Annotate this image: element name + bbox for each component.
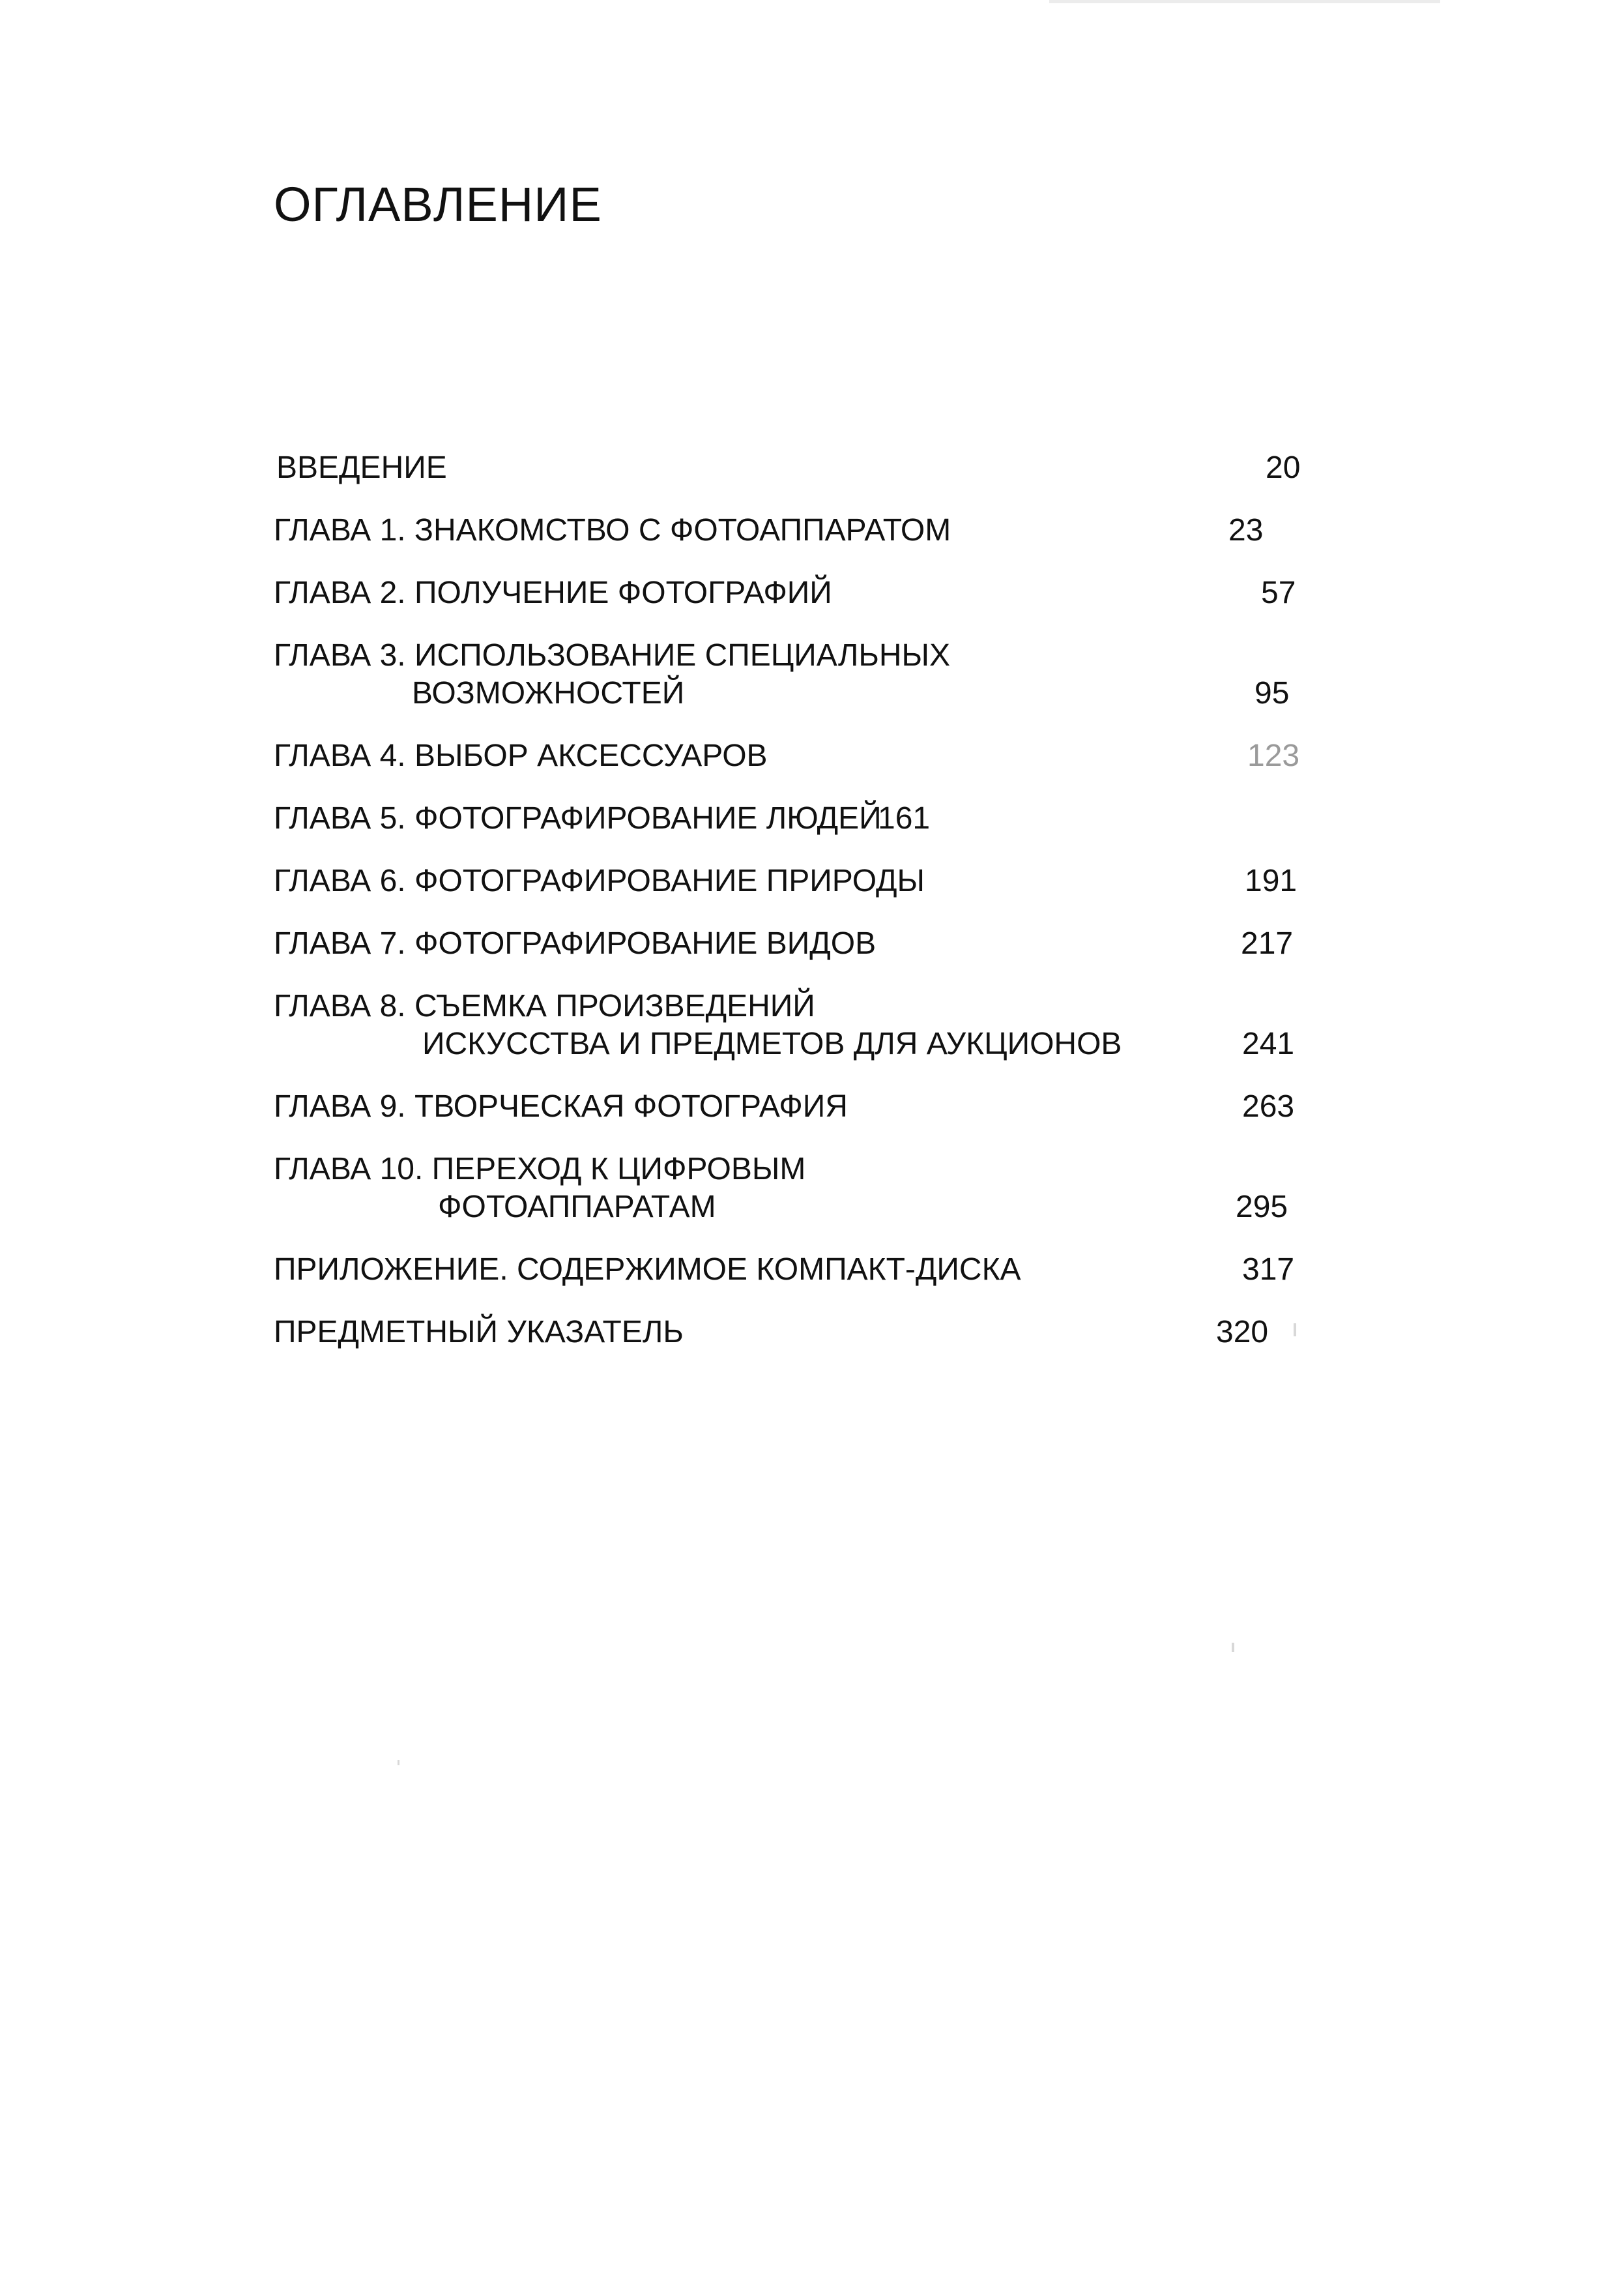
scan-speck (1294, 1323, 1296, 1336)
toc-entry-chapter-1: ГЛАВА 1. ЗНАКОМСТВО С ФОТОАППАРАТОМ (274, 513, 951, 548)
toc-entry-chapter-4: ГЛАВА 4. ВЫБОР АКСЕССУАРОВ (274, 739, 768, 773)
toc-entry-chapter-7: ГЛАВА 7. ФОТОГРАФИРОВАНИЕ ВИДОВ (274, 926, 877, 961)
toc-page-number: 20 (1266, 450, 1301, 485)
page-title: ОГЛАВЛЕНИЕ (274, 177, 602, 231)
toc-page-number: 217 (1241, 926, 1294, 961)
toc-page-number: 241 (1242, 1027, 1295, 1061)
toc-entry-introduction: ВВЕДЕНИЕ (276, 450, 447, 485)
scan-speck (1232, 1643, 1234, 1652)
toc-entry-chapter-8-line-1: ГЛАВА 8. СЪЕМКА ПРОИЗВЕДЕНИЙ (274, 989, 815, 1023)
scan-speck (398, 1760, 399, 1765)
toc-entry-chapter-2: ГЛАВА 2. ПОЛУЧЕНИЕ ФОТОГРАФИЙ (274, 576, 832, 610)
toc-entry-chapter-3-line-2: ВОЗМОЖНОСТЕЙ (412, 676, 685, 711)
toc-page-number: 95 (1254, 676, 1290, 711)
toc-page-number: 263 (1242, 1089, 1295, 1124)
toc-page-number: 191 (1245, 864, 1298, 898)
toc-page-number: 320 (1216, 1315, 1269, 1349)
toc-entry-chapter-10-line-2: ФОТОАППАРАТАМ (438, 1190, 716, 1224)
toc-entry-chapter-6: ГЛАВА 6. ФОТОГРАФИРОВАНИЕ ПРИРОДЫ (274, 864, 925, 898)
toc-page-number: 295 (1236, 1190, 1288, 1224)
toc-page-number: 317 (1242, 1252, 1295, 1287)
toc-entry-chapter-9: ГЛАВА 9. ТВОРЧЕСКАЯ ФОТОГРАФИЯ (274, 1089, 848, 1124)
toc-entry-index: ПРЕДМЕТНЫЙ УКАЗАТЕЛЬ (274, 1315, 684, 1349)
toc-page-number: 123 (1247, 739, 1300, 773)
toc-entry-chapter-3-line-1: ГЛАВА 3. ИСПОЛЬЗОВАНИЕ СПЕЦИАЛЬНЫХ (274, 638, 951, 673)
scan-edge-line (1049, 0, 1440, 3)
toc-page-number: 161 (878, 801, 931, 836)
toc-entry-chapter-5: ГЛАВА 5. ФОТОГРАФИРОВАНИЕ ЛЮДЕЙ (274, 801, 882, 836)
toc-entry-chapter-10-line-1: ГЛАВА 10. ПЕРЕХОД К ЦИФРОВЫМ (274, 1152, 806, 1186)
toc-entry-chapter-8-line-2: ИСКУССТВА И ПРЕДМЕТОВ ДЛЯ АУКЦИОНОВ (422, 1027, 1122, 1061)
toc-entry-appendix: ПРИЛОЖЕНИЕ. СОДЕРЖИМОЕ КОМПАКТ-ДИСКА (274, 1252, 1021, 1287)
toc-page-number: 23 (1228, 513, 1264, 548)
toc-page-number: 57 (1261, 576, 1296, 610)
